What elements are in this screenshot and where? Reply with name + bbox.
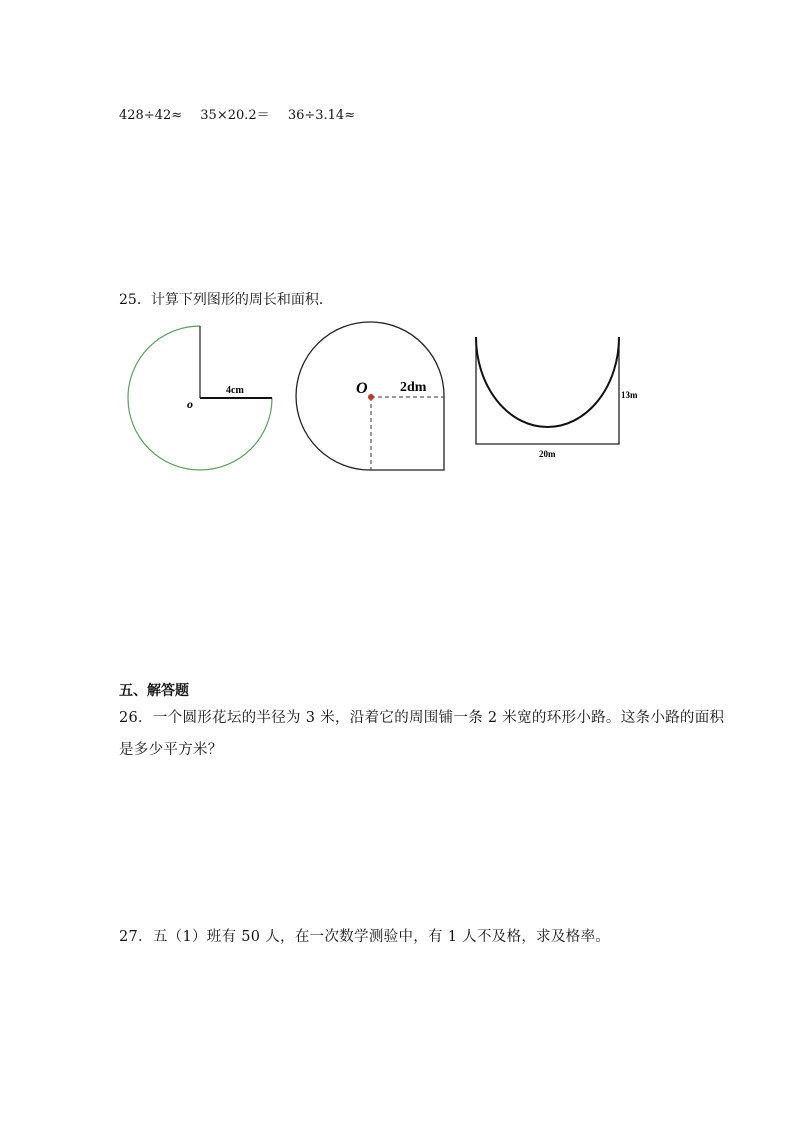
question-27: 27．五（1）班有 50 人，在一次数学测验中，有 1 人不及格，求及格率。: [119, 929, 611, 945]
center-dot: [368, 394, 374, 400]
figure-circle-with-square: [296, 322, 444, 470]
fig2-radius-label: 2dm: [400, 380, 427, 395]
fig3-height-label: 13m: [621, 390, 638, 400]
figure-rectangle-semicircle: [476, 337, 638, 459]
estimate-item-1: 428÷42≈: [119, 108, 183, 123]
question-26-line-1: 26．一个圆形花坛的半径为 3 米，沿着它的周围铺一条 2 米宽的环形小路。这条小路的面积: [119, 710, 725, 726]
figure-three-quarter-circle: [128, 326, 272, 470]
section-title: 五、解答题: [119, 683, 189, 699]
fig3-width-label: 20m: [539, 449, 556, 459]
fig2-center-label: O: [356, 380, 368, 397]
semicircle-cutout: [476, 337, 619, 427]
estimate-item-2: 35×20.2＝: [200, 108, 270, 123]
question-25: 25．计算下列图形的周长和面积．: [119, 292, 333, 308]
fig1-center-label: o: [187, 397, 193, 411]
estimate-item-3: 36÷3.14≈: [287, 108, 356, 123]
fig1-radius-label: 4cm: [226, 385, 244, 396]
question-26-line-2: 是多少平方米？: [119, 742, 223, 758]
